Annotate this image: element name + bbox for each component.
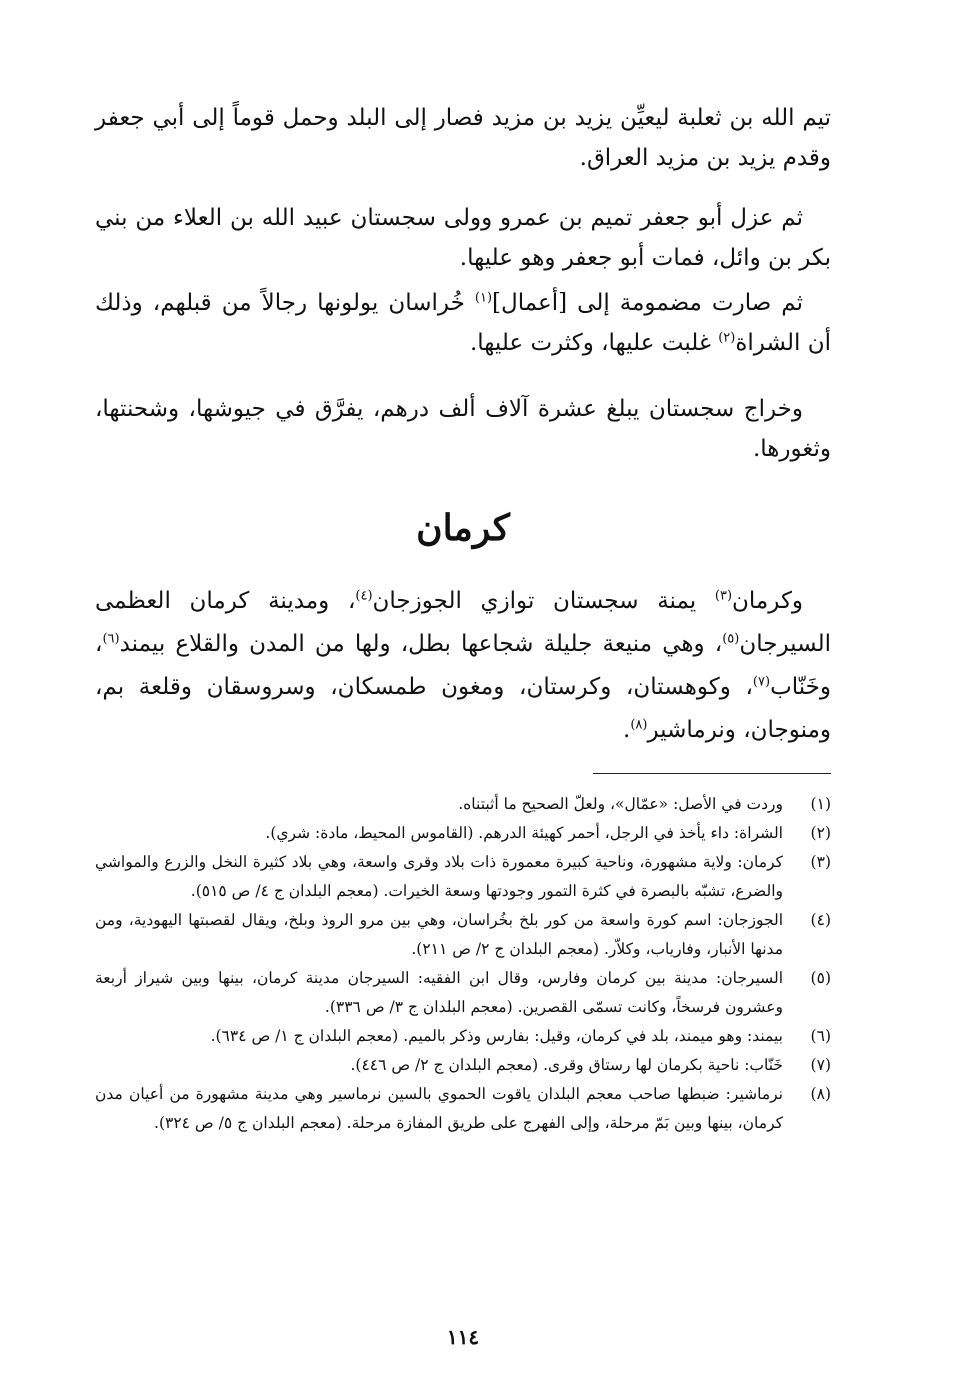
footnote	[95, 1022, 831, 1051]
footnote-text: نرماشير: ضبطها صاحب معجم البلدان ياقوت الحموي بالسين نرماسير وهي مدينة مشهورة من أعيان مدن كرمان، بينها وبين بَمّ مرحلة، وإلى الفهرج على طريق المفازة مرحلة. (معجم البلدان ج ٥/ ص ٣٢٤).	[95, 1085, 783, 1132]
footnote-number: (٥)	[810, 969, 831, 987]
footnote	[95, 1080, 831, 1138]
paragraph-text: ، وخَنّاب	[95, 631, 831, 700]
footnote-ref: (١)	[474, 290, 493, 306]
footnote-text: السيرجان: مدينة بين كرمان وفارس، وقال ابن الفقيه: السيرجان مدينة كرمان، بينها وبين شيراز أربعة وعشرون فرسخاً، وكانت تسمّى القصرين. (معجم البلدان ج ٣/ ص ٣٣٦).	[95, 969, 783, 1016]
paragraph-text: ، وهي منيعة جليلة شجاعها بطل، ولها من المدن والقلاع بيمند	[119, 631, 723, 657]
paragraph-text: ، وكوهستان، وكرستان، ومغون طمسكان، وسروسقان وقلعة بم، ومنوجان، ونرماشير	[95, 674, 831, 743]
footnote-number: (٨)	[810, 1085, 831, 1103]
paragraph-text: وكرمان	[732, 588, 803, 614]
footnote-divider	[593, 773, 831, 774]
footnote	[95, 848, 831, 906]
paragraph-governor: ثم عزل أبو جعفر تميم بن عمرو وولى سجستان عبيد الله بن العلاء من بني بكر بن وائل، فمات أبو جعفر وهو عليها.	[95, 205, 831, 271]
book-page	[95, 0, 831, 1397]
footnote-number: (٦)	[810, 1027, 831, 1045]
paragraph-text: ثم صارت مضمومة إلى [أعمال]	[492, 290, 803, 316]
page-number: ١١٤	[446, 1325, 480, 1349]
paragraph-text: ، ومدينة كرمان العظمى السيرجان	[95, 588, 831, 657]
paragraph-continuation: تيم الله بن ثعلبة ليعيِّن يزيد بن مزيد فصار إلى البلد وحمل قوماً إلى أبي جعفر وقدم يزيد بن مزيد العراق.	[95, 105, 831, 171]
footnote-text: الجوزجان: اسم كورة واسعة من كور بلخ بخُراسان، وهي بين مرو الروذ وبلخ، ويقال لقصبتها اليهودية، ومن مدنها الأنبار، وفارياب، وكلاّر. (معجم البلدان ج ٢/ ص ٢١١).	[95, 911, 783, 958]
footnote-text: بيمند: وهو ميمند، بلد في كرمان، وقيل: بفارس وذكر بالميم. (معجم البلدان ج ١/ ص ٦٣٤).	[210, 1027, 783, 1045]
footnote-ref: (٣)	[714, 588, 733, 604]
paragraph-text: خُراسان يولونها رجالاً من قبلهم، وذلك أن الشراة	[95, 290, 831, 356]
footnotes	[95, 790, 831, 1138]
footnote-ref: (٨)	[630, 717, 648, 733]
footnote	[95, 790, 831, 819]
footnote-ref: (٤)	[355, 588, 373, 604]
paragraph-text: غلبت عليها، وكثرت عليها.	[469, 330, 719, 356]
paragraph-kharaj: وخراج سجستان يبلغ عشرة آلاف ألف درهم، يفرَّق في جيوشها، وشحنتها، وثغورها.	[95, 396, 831, 462]
paragraph-text: يمنة سجستان توازي الجوزجان	[372, 588, 715, 614]
footnote-number: (٢)	[810, 824, 831, 842]
footnote-text: خَنّاب: ناحية بكرمان لها رستاق وقرى. (معجم البلدان ج ٢/ ص ٤٤٦).	[350, 1056, 783, 1074]
footnote-number: (٧)	[810, 1056, 831, 1074]
footnote-text: وردت في الأصل: «عمّال»، ولعلّ الصحيح ما أثبتناه.	[458, 795, 783, 813]
footnote	[95, 819, 831, 848]
footnote-ref: (٢)	[718, 330, 736, 346]
footnote	[95, 1051, 831, 1080]
footnote	[95, 906, 831, 964]
footnote-number: (١)	[810, 795, 831, 813]
footnote-ref: (٧)	[752, 674, 771, 690]
paragraph-khurasan	[95, 283, 831, 363]
footnote-number: (٤)	[810, 911, 831, 929]
footnote-text: كرمان: ولاية مشهورة، وناحية كبيرة معمورة ذات بلاد وقرى واسعة، وهي بلاد كثيرة النخل والزرع والمواشي والضرع، تشبّه بالبصرة في كثرة التمور وجودتها وسعة الخيرات. (معجم البلدان ج ٤/ ص ٥١٥).	[95, 853, 783, 900]
footnote-ref: (٦)	[102, 631, 120, 647]
footnote	[95, 964, 831, 1022]
paragraph-text: .	[623, 717, 631, 743]
footnote-text: الشراة: داء يأخذ في الرجل، أحمر كهيئة الدرهم. (القاموس المحيط، مادة: شري).	[265, 824, 783, 842]
footnote-number: (٣)	[810, 853, 831, 871]
paragraph-kerman	[95, 580, 831, 752]
footnote-ref: (٥)	[722, 631, 740, 647]
section-heading: كرمان	[416, 507, 510, 549]
